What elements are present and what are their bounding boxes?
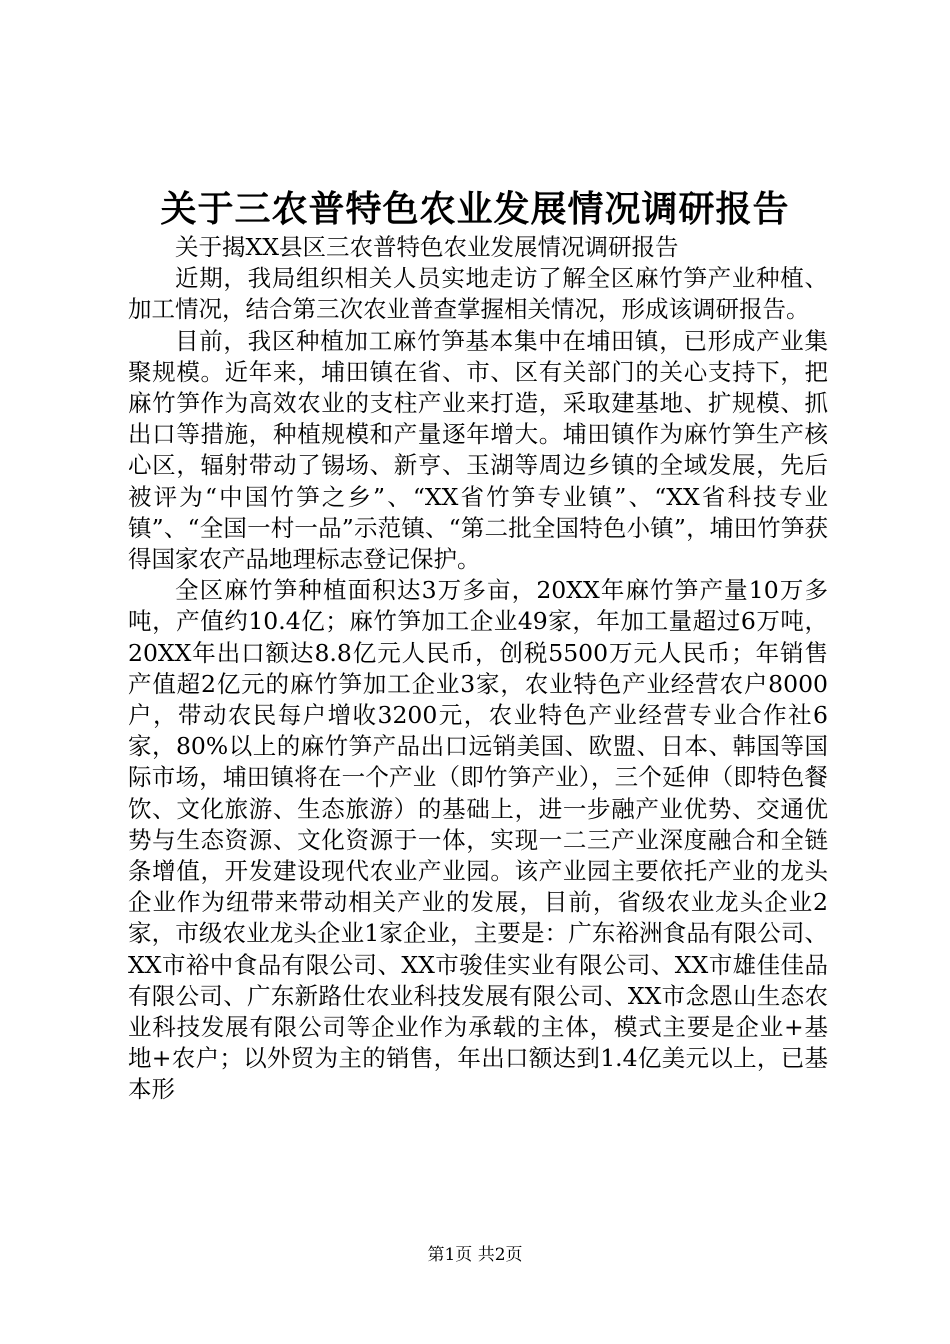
paragraph-intro: 近期，我局组织相关人员实地走访了解全区麻竹笋产业种植、加工情况，结合第三次农业普查掌握相关情况，形成该调研报告。 [128,264,828,324]
document-body [128,232,828,1106]
page-number-footer: 第1页 共2页 [427,1245,523,1265]
paragraph-statistics: 全区麻竹笋种植面积达3万多亩，20XX年麻竹笋产量10万多吨，产值约10.4亿；麻竹笋加工企业49家，年加工量超过6万吨，20XX年出口额达8.8亿元人民币，创税5500万元人民币；年销售产值超2亿元的麻竹笋加工企业3家，农业特色产业经营农户8000户，带动农民每户增收3200元，农业特色产业经营专业合作社6家，80%以上的麻竹笋产品出口远销美国、欧盟、日本、韩国等国际市场，埔田镇将在一个产业（即竹笋产业），三个延伸（即特色餐饮、文化旅游、生态旅游）的基础上，进一步融产业优势、交通优势与生态资源、文化资源于一体，实现一二三产业深度融合和全链条增值，开发建设现代农业产业园。该产业园主要依托产业的龙头企业作为纽带来带动相关产业的发展，目前，省级农业龙头企业2家，市级农业龙头企业1家企业，主要是：广东裕洲食品有限公司、XX市裕中食品有限公司、XX市骏佳实业有限公司、XX市雄佳佳品有限公司、广东新路仕农业科技发展有限公司、XX市念恩山生态农业科技发展有限公司等企业作为承载的主体，模式主要是企业+基地+农户；以外贸为主的销售，年出口额达到1.4亿美元以上，已基本形 [128,576,828,1104]
paragraph-current-status: 目前，我区种植加工麻竹笋基本集中在埔田镇，已形成产业集聚规模。近年来，埔田镇在省、市、区有关部门的关心支持下，把麻竹笋作为高效农业的支柱产业来打造，采取建基地、扩规模、抓出口等措施，种植规模和产量逐年增大。埔田镇作为麻竹笋生产核心区，辐射带动了锡场、新亨、玉湖等周边乡镇的全域发展，先后被评为“中国竹笋之乡”、“XX省竹笋专业镇”、“XX省科技专业镇”、“全国一村一品”示范镇、“第二批全国特色小镇”，埔田竹笋获得国家农产品地理标志登记保护。 [128,326,828,574]
paragraph-subtitle: 关于揭XX县区三农普特色农业发展情况调研报告 [175,233,679,261]
document-title: 关于三农普特色农业发展情况调研报告 [160,188,790,230]
